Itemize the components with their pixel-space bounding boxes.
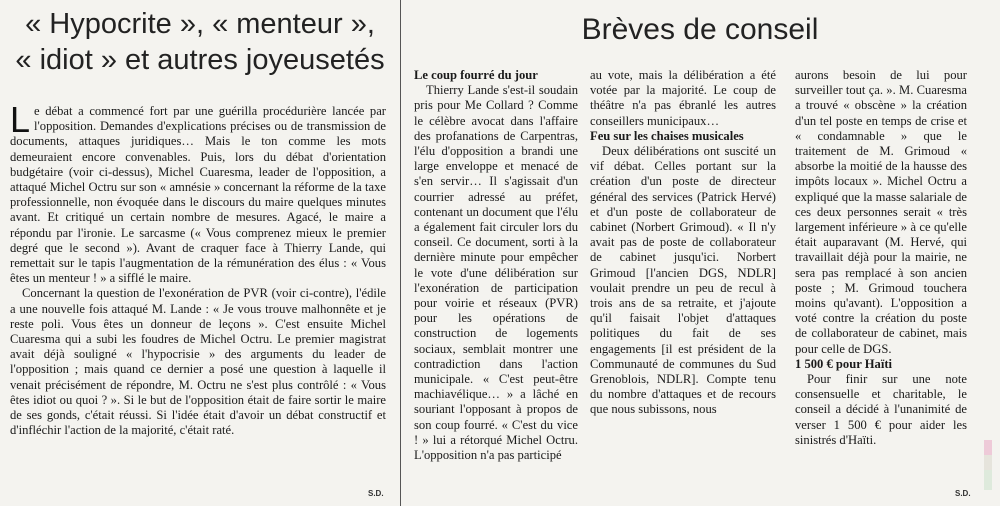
left-paragraph-1	[10, 104, 386, 286]
subhead-haiti: 1 500 € pour Haïti	[795, 356, 893, 371]
left-paragraph-1-text: e débat a commencé fort par une guérilla procédurière lancée par l'opposition. Demandes d'explications précises ou de transmission de documents, attaques juridiques… Mais le ton comme les mots demeuraient encore convenables. Puis, lors du débat d'orientation budgétaire (voir ci-dessus), Michel Cuaresma, leader de l'opposition, a attaqué Michel Octru sur son « amnésie » concernant la réforme de la taxe professionnelle, non évoquée dans le discours du maire quelques minutes avant. Et critiqué un certain nombre de mesures. Agacé, le maire a répondu par l'ironie. Le sarcasme (« Vous comprenez mieux le premier degré que le second »). Avant de craquer face à Thierry Lande, qui remettait sur le tapis l'augmentation de la rémunération des élus : « Vous êtes un menteur ! » a sifflé le maire.	[10, 104, 386, 286]
subhead-chaises-musicales: Feu sur les chaises musicales	[590, 128, 744, 143]
coup-fourre-text: Thierry Lande s'est-il soudain pris pour Me Collard ? Comme le célèbre avocat dans l'affaire des profanations de Carpentras, l'élu d'opposition a brandi une large enveloppe et menacé de s'en servir… Il s'agissait d'un courrier adressé au préfet, contenant un document que l'élu a également fait circuler lors du conseil. Ce document, sorti à la dernière minute pour empêcher le vote d'une délibération sur l'exonération de participation pour voirie et réseaux (PVR) pour les opérations de construction de logements sociaux, semblait montrer une contradiction dans l'action municipale. « C'est peut-être machiavélique… » a lâché en souriant l'opposant à propos de son coup fourré. « C'est du vice ! » lui a rétorqué Michel Octru. L'opposition n'a pas participé	[414, 83, 578, 463]
margin-color-marks	[984, 440, 992, 490]
left-article-body	[10, 104, 386, 490]
chaises-musicales-text: Deux délibérations ont suscité un vif débat. Celles portant sur la création d'un poste de directeur général des services (Patrick Hervé) et d'un poste de collaborateur de cabinet (Norbert Grimoud). « Il n'y avait pas de poste de collaborateur de cabinet jusqu'ici. Norbert Grimoud [l'ancien DGS, NDLR] voulait prendre un peu de recul à trois ans de sa retraite, et j'ajoute qu'il faisait l'objet d'attaques politiques du fait de ses engagements [il est président de la Communauté de communes du Sud Grenoblois, NDLR]. Compte tenu du nombre d'attaques et de recours que nous subissons, nous	[590, 144, 776, 417]
continued-text-2: aurons besoin de lui pour surveiller tout ça. ». M. Cuaresma a trouvé « obscène » la création d'un tel poste en temps de crise et « condamnable » que le traitement de M. Grimoud « absorbe la moitié de la hausse des impôts locaux ». Michel Octru a expliqué que la masse salariale de ces deux personnes serait « très largement inférieure » à ce qu'elle était auparavant (M. Hervé, qui travaillait déjà pour la mairie, ne sera pas remplacé à son ancien poste ; M. Grimoud touchera moins qu'avant). L'opposition a voté contre la création du poste de collaborateur de cabinet, mais pour celle de DGS.	[795, 68, 967, 356]
subhead-coup-fourre: Le coup fourré du jour	[414, 68, 538, 82]
continued-text: au vote, mais la délibération a été votée par la majorité. Le coup de théâtre n'a pas ébranlé les autres conseillers municipaux…	[590, 68, 776, 128]
left-signature: S.D.	[368, 489, 384, 498]
right-article-headline: Brèves de conseil	[581, 13, 819, 46]
left-headline-line2: « idiot » et autres joyeusetés	[15, 44, 385, 76]
right-signature: S.D.	[955, 489, 971, 498]
right-column-3	[795, 68, 967, 502]
haiti-text: Pour finir sur une note consensuelle et charitable, le conseil a décidé à l'unanimité de verser 1 500 € pour aider les sinistrés d'Haïti.	[795, 372, 967, 447]
left-article-headline	[8, 6, 392, 78]
left-paragraph-2: Concernant la question de l'exonération de PVR (voir ci-contre), l'édile a une nouvelle fois attaqué M. Lande : « Je vous trouve malhonnête et je reste poli. Vous êtes un donneur de leçons ». C'est ensuite Michel Cuaresma qui a subi les foudres de Michel Octru. Le premier magistrat avait déjà souligné « l'hypocrisie » des arguments du leader de l'opposition ; mais quand ce dernier a posé une question à laquelle il venait précisément de répondre, M. Octru ne s'est plus contrôlé : « Vous êtes idiot ou quoi ? ». Si le but de l'opposition était de faire sortir le maire de ses gonds, c'était réussi. Si l'idée était d'avoir un débat constructif et d'infléchir l'action de la majorité, c'était raté.	[10, 286, 386, 438]
left-headline-line1: « Hypocrite », « menteur »,	[25, 8, 375, 40]
column-divider	[400, 0, 401, 506]
right-column-1	[414, 68, 578, 502]
right-column-2	[590, 68, 776, 502]
dropcap: L	[10, 104, 31, 140]
